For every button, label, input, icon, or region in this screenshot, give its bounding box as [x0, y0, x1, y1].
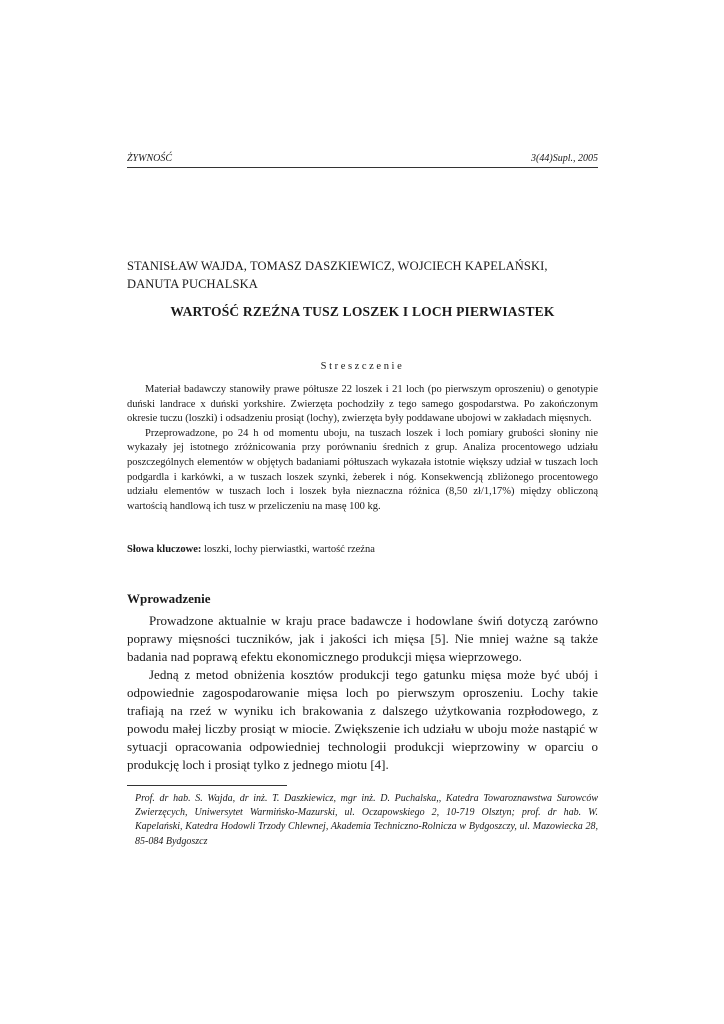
running-header — [127, 153, 598, 168]
authors-line-2: DANUTA PUCHALSKA — [127, 277, 258, 291]
keywords — [127, 543, 598, 557]
abstract-body — [127, 383, 598, 514]
footnote-divider — [127, 785, 287, 786]
issue-number: 3(44)Supl., 2005 — [531, 153, 598, 164]
paper-title: WARTOŚĆ RZEŹNA TUSZ LOSZEK I LOCH PIERWIASTEK — [170, 304, 555, 319]
keywords-text: loszki, lochy pierwiastki, wartość rzeźna — [201, 544, 375, 555]
author-list — [127, 257, 598, 293]
abstract-paragraph-1: Materiał badawczy stanowiły prawe półtusze 22 loszek i 21 loch (po pierwszym oproszeniu) o genotypie duński landrace x duński yorkshire. Zwierzęta pochodziły z tego samego gospodarstwa. Po zakończonym okresie tuczu (loszki) i odsadzeniu prosiąt (lochy), zwierzęta były poddawane ubojowi w zakładach mięsnych. — [127, 384, 598, 425]
authors-line-1: STANISŁAW WAJDA, TOMASZ DASZKIEWICZ, WOJCIECH KAPELAŃSKI, — [127, 259, 548, 273]
keywords-label: Słowa kluczowe: — [127, 544, 202, 555]
author-affiliation-footnote: Prof. dr hab. S. Wajda, dr inż. T. Daszkiewicz, mgr inż. D. Puchalska,, Katedra Towaroznawstwa Surowców Zwierzęcych, Uniwersytet Warmińsko-Mazurski, ul. Oczapowskiego 2, 10-719 Olsztyn; prof. dr hab. W. Kapelański, Katedra Hodowli Trzody Chlewnej, Akademia Techniczno-Rolnicza w Bydgoszczy, ul. Mazowiecka 28, 85-084 Bydgoszcz — [135, 793, 598, 847]
introduction-paragraph-1: Prowadzone aktualnie w kraju prace badawcze i hodowlane świń dotyczą zarówno poprawy mięsności tuczników, jak i jakości ich mięsa [5]. Nie mniej ważne są także badania nad poprawą efektu ekonomicznego produkcji mięsa wieprzowego. — [127, 613, 598, 664]
paper-page — [127, 0, 598, 1024]
introduction-paragraph-2: Jedną z metod obniżenia kosztów produkcji tego gatunku mięsa może być ubój i odpowiednie zagospodarowanie mięsa loch po pierwszym oproszeniu. Lochy takie trafiają na rzeź w wyniku ich brakowania z dalszego użytkowania rozpłodowego, z powodu małej liczby prosiąt w miocie. Zwiększenie ich udziału w uboju może nastąpić w sytuacji opracowania odpowiedniej technologii produkcji wieprzowiny w oparciu o produkcję loch i prosiąt tylko z jednego miotu [4]. — [127, 667, 598, 772]
section-heading-introduction: Wprowadzenie — [127, 591, 211, 606]
abstract-heading: Streszczenie — [320, 361, 405, 372]
abstract-paragraph-2: Przeprowadzone, po 24 h od momentu uboju, na tuszach loszek i loch pomiary grubości słoniny nie wykazały jej istotnego zróżnicowania przy porównaniu średnich z grup. Analiza procentowego udziału poszczególnych elementów w objętych badaniami półtuszach wykazała istotnie większy udział w tuszach loch podgardla i karkówki, a w tuszach loszek szynki, żeberek i nóg. Konsekwencją zbliżonego procentowego udziału elementów w tuszach loch i loszek była nieznaczna różnica (8,50 zł/1,17%) między obliczoną wartością handlową ich tusz w przeliczeniu na masę 100 kg. — [127, 427, 598, 512]
introduction-body — [127, 612, 598, 774]
journal-name: ŻYWNOŚĆ — [127, 153, 173, 164]
